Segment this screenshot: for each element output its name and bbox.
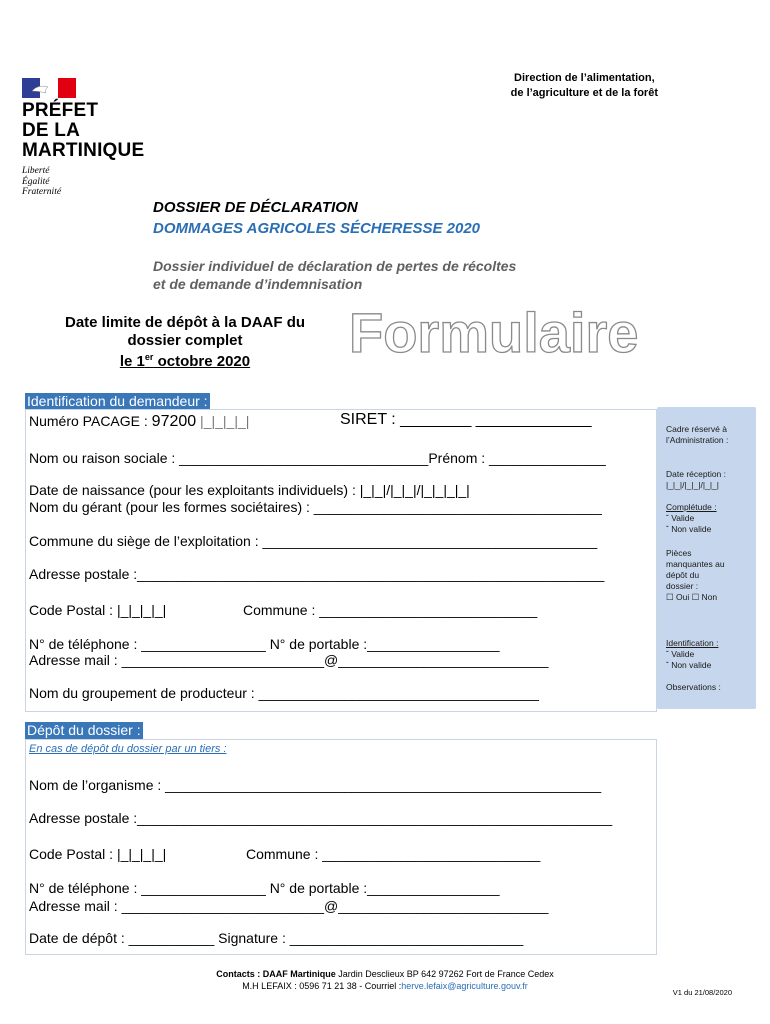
section-heading-identification: Identification du demandeur : <box>27 393 208 409</box>
postal-code-field[interactable]: Code Postal : |_|_|_|_| <box>29 602 167 618</box>
email-field[interactable]: Adresse mail : __________________________@___________________________ <box>29 652 549 668</box>
pieces-checkboxes[interactable]: ☐ Oui ☐ Non <box>666 592 718 602</box>
depot-phone-field[interactable]: N° de téléphone : ________________ N° de portable :_________________ <box>29 880 500 896</box>
date-signature-field[interactable]: Date de dépôt : ___________ Signature : ______________________________ <box>29 930 524 946</box>
depot-postal-code-field[interactable]: Code Postal : |_|_|_|_| <box>29 846 167 862</box>
document-title: DOSSIER DE DÉCLARATION <box>153 199 358 216</box>
prefet-logo-text: PRÉFET DE LA MARTINIQUE <box>22 100 145 161</box>
republique-francaise-logo <box>22 78 76 98</box>
phone-field[interactable]: N° de téléphone : ________________ N° de portable :_________________ <box>29 636 500 652</box>
identification-non-valide-option[interactable]: ˇ Non valide <box>666 660 712 670</box>
siege-commune-field[interactable]: Commune du siège de l’exploitation : ___________________________________________ <box>29 533 598 549</box>
depot-commune-field[interactable]: Commune : ____________________________ <box>246 846 541 862</box>
direction-heading: Direction de l’alimentation, de l’agriculture et de la forêt <box>510 72 658 99</box>
organisme-field[interactable]: Nom de l’organisme : ________________________________________________________ <box>29 777 602 793</box>
manager-name-field[interactable]: Nom du gérant (pour les formes sociétaires) : _____________________________________ <box>29 499 602 515</box>
identification-valide-option[interactable]: ˇ Valide <box>666 649 695 659</box>
deadline-notice: Date limite de dépôt à la DAAF du dossier complet le 1er octobre 2020 <box>64 314 306 370</box>
postal-address-field[interactable]: Adresse postale :____________________________________________________________ <box>29 566 605 582</box>
footer-contacts: Contacts : DAAF Martinique Jardin Desclieux BP 642 97262 Fort de France Cedex M.H LEFAIX : 0596 71 21 38 - Courriel :herve.lefaix@agriculture.gouv.fr <box>216 969 554 991</box>
siret-field[interactable]: SIRET : ________ _____________ <box>340 411 592 428</box>
depot-email-field[interactable]: Adresse mail : __________________________@___________________________ <box>29 898 549 914</box>
document-description: Dossier individuel de déclaration de pertes de récoltes et de demande d’indemnisation <box>153 258 517 292</box>
depot-address-field[interactable]: Adresse postale :_____________________________________________________________ <box>29 810 613 826</box>
completude-valide-option[interactable]: ˇ Valide <box>666 513 695 523</box>
formulaire-watermark <box>345 300 645 362</box>
name-firstname-field[interactable]: Nom ou raison sociale : ________________________________Prénom : _______________ <box>29 450 606 466</box>
producer-group-field[interactable]: Nom du groupement de producteur : ____________________________________ <box>29 685 539 701</box>
document-subtitle: DOMMAGES AGRICOLES SÉCHERESSE 2020 <box>153 220 481 237</box>
third-party-note: En cas de dépôt du dossier par un tiers : <box>29 743 227 755</box>
birthdate-field[interactable]: Date de naissance (pour les exploitants individuels) : |_|_|/|_|_|/|_|_|_|_| <box>29 482 470 498</box>
admin-reserved-panel: Cadre réservé à l’Administration : Date réception : |_|_|/|_|_|/|_|_| Complétude : ˇ Valide ˇ Non valide Pièces manquantes au dépôt du dossier : ☐ Oui ☐ Non Identification : ˇ Valide ˇ Non valide Observations : <box>657 407 756 709</box>
version-label: V1 du 21/08/2020 <box>672 988 732 997</box>
svg-text:Formulaire: Formulaire <box>349 301 639 362</box>
republic-motto: Liberté Égalité Fraternité <box>22 166 62 197</box>
pacage-field[interactable]: Numéro PACAGE : 97200 |_|_|_|_| <box>29 413 250 430</box>
contact-email-link[interactable]: herve.lefaix@agriculture.gouv.fr <box>401 980 528 991</box>
commune-field[interactable]: Commune : ____________________________ <box>243 602 538 618</box>
section-heading-depot: Dépôt du dossier : <box>27 722 141 738</box>
completude-non-valide-option[interactable]: ˇ Non valide <box>666 524 712 534</box>
